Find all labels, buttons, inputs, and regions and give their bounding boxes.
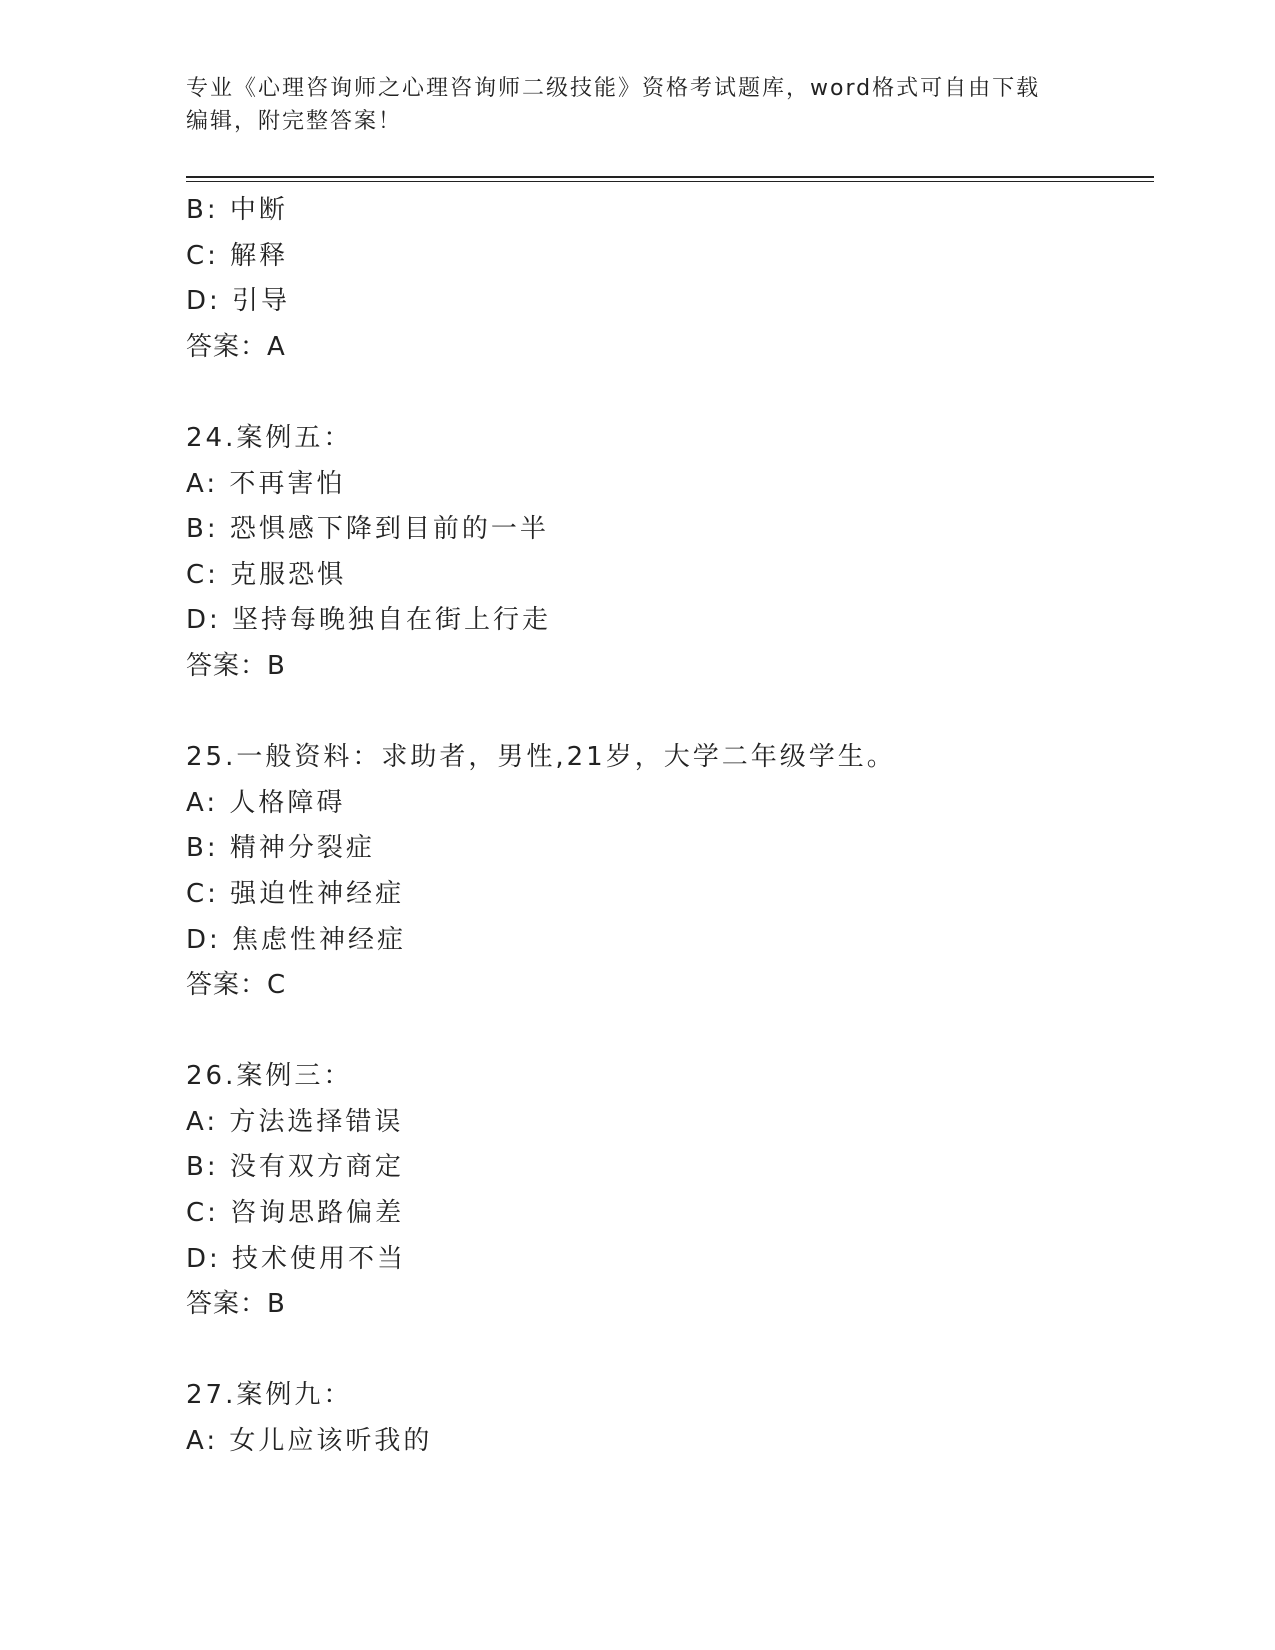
option-d: D: 焦虑性神经症	[186, 924, 407, 955]
option-b: B: 恐惧感下降到目前的一半	[186, 514, 549, 545]
spacer	[186, 1009, 1146, 1055]
option-b: B: 中断	[186, 195, 288, 225]
header-divider-thin	[186, 181, 1154, 182]
option-d: D: 坚持每晚独自在街上行走	[186, 605, 552, 636]
answer-text: 答案：B	[186, 650, 286, 681]
header-divider	[186, 176, 1154, 178]
option-c: C: 克服恐惧	[186, 559, 347, 590]
question-title: 26.案例三：	[186, 1061, 353, 1092]
option-a: A: 方法选择错误	[186, 1106, 404, 1137]
option-d: D: 引导	[186, 286, 291, 317]
answer-text: 答案：A	[186, 331, 286, 362]
question-block-24	[186, 416, 1146, 690]
question-title: 24.案例五：	[186, 422, 353, 453]
question-block-25	[186, 735, 1146, 1009]
header-line-1: 专业《心理咨询师之心理咨询师二级技能》资格考试题库，word格式可自由下载	[186, 76, 1041, 101]
option-c: C: 强迫性神经症	[186, 878, 405, 909]
answer-text: 答案：C	[186, 970, 287, 1001]
spacer	[186, 1328, 1146, 1374]
option-a: A: 不再害怕	[186, 468, 346, 499]
option-b: B: 精神分裂症	[186, 833, 375, 864]
question-title: 25.一般资料：求助者，男性,21岁，大学二年级学生。	[186, 742, 896, 773]
option-a: A: 人格障碍	[186, 787, 346, 818]
question-block-27	[186, 1373, 1146, 1464]
option-d: D: 技术使用不当	[186, 1243, 407, 1274]
option-c: C: 解释	[186, 240, 289, 271]
option-c: C: 咨询思路偏差	[186, 1198, 405, 1229]
question-content	[186, 188, 1146, 1465]
option-a: A: 女儿应该听我的	[186, 1426, 433, 1457]
spacer	[186, 370, 1146, 416]
answer-text: 答案：B	[186, 1289, 286, 1320]
option-b: B: 没有双方商定	[186, 1152, 404, 1183]
document-header	[186, 72, 1066, 138]
question-title: 27.案例九：	[186, 1380, 353, 1411]
question-block-26	[186, 1054, 1146, 1328]
spacer	[186, 690, 1146, 736]
header-line-2: 编辑，附完整答案！	[186, 109, 403, 134]
question-block-continued	[186, 188, 1146, 370]
